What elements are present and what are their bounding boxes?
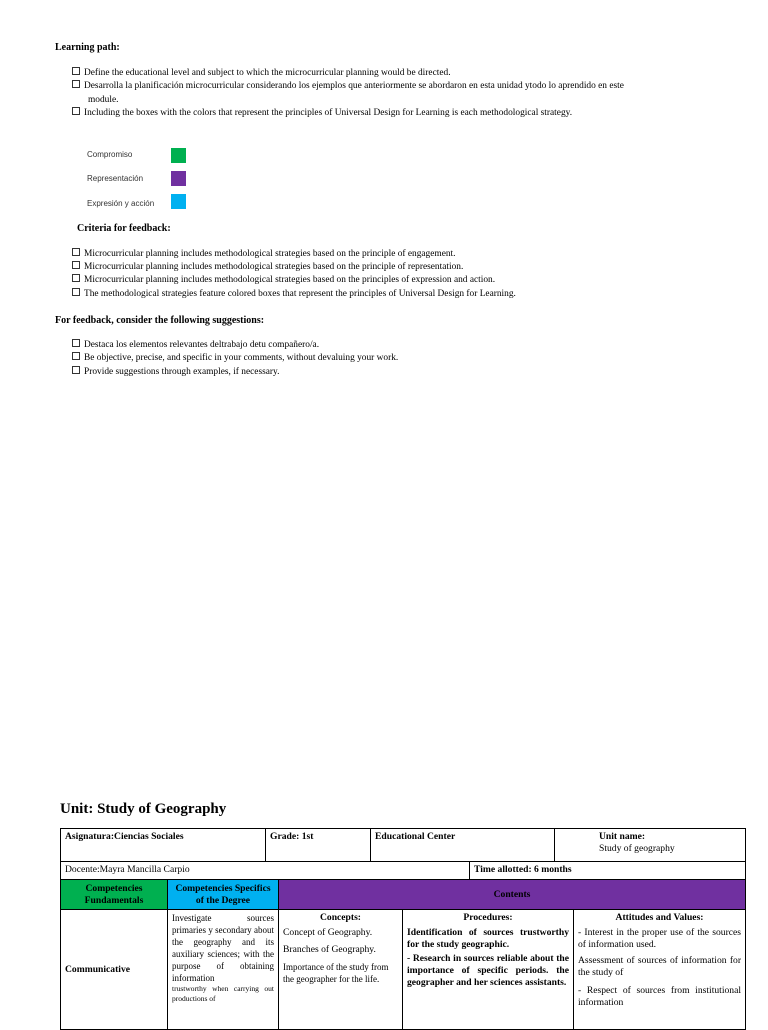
educational-center-cell: Educational Center (371, 829, 555, 862)
checkbox-icon (72, 261, 80, 269)
communicative-cell: Communicative (61, 910, 168, 1030)
concept-item: Importance of the study from the geographer for the life. (283, 962, 389, 984)
suggestion-item: Be objective, precise, and specific in your comments, without devaluing your work. (72, 352, 398, 365)
legend-label-expresion: Expresión y acción (87, 199, 155, 208)
subject-cell: Asignatura:Ciencias Sociales (61, 829, 266, 862)
specific-competency-cell (168, 910, 279, 1030)
legend-swatch-expresion (171, 194, 186, 209)
unit-teacher-table (60, 861, 746, 880)
procedure-item: Identification of sources trustworthy for the study geographic. (407, 927, 569, 950)
criteria-item: Microcurricular planning includes methodological strategies based on the principles of expression and action. (72, 274, 495, 287)
suggestion-item: Destaca los elementos relevantes deltrabajo detu compañero/a. (72, 339, 319, 352)
teacher-cell: Docente:Mayra Mancilla Carpio (61, 862, 470, 880)
attitude-item: Assessment of sources of information for the study of (578, 955, 742, 978)
competencies-specific-header: Competencies Specifics of the Degree (168, 880, 279, 910)
criteria-item: The methodological strategies feature colored boxes that represent the principles of Universal Design for Learning. (72, 288, 516, 301)
procedures-heading: Procedures: (463, 912, 513, 923)
procedures-cell (403, 910, 574, 1030)
unit-contents-table (60, 879, 746, 1030)
attitudes-cell (574, 910, 746, 1030)
suggestions-heading: For feedback, consider the following suggestions: (55, 315, 265, 326)
concepts-heading: Concepts: (319, 912, 362, 923)
attitude-item: - Respect of sources from institutional information (578, 985, 742, 1008)
suggestion-item: Provide suggestions through examples, if necessary. (72, 366, 279, 379)
concepts-cell (279, 910, 403, 1030)
unit-header-table (60, 828, 746, 862)
competencies-fundamental-header: Competencies Fundamentals (61, 880, 168, 910)
grade-cell: Grade: 1st (266, 829, 371, 862)
learning-path-item: Define the educational level and subject to which the microcurricular planning would be directed. (72, 67, 451, 80)
checkbox-icon (72, 288, 80, 296)
criteria-heading: Criteria for feedback: (77, 223, 171, 234)
criteria-item: Microcurricular planning includes methodological strategies based on the principle of engagement. (72, 248, 456, 261)
concept-item: Branches of Geography. (283, 944, 376, 955)
checkbox-icon (72, 107, 80, 115)
learning-path-item: Desarrolla la planificación microcurricular considerando los ejemplos que anteriormente se abordaron en esta unidad ytodo lo aprendido en este (72, 80, 624, 93)
specific-competency-text-small: trustworthy when carrying out productions of (172, 984, 274, 1003)
legend-label-compromiso: Compromiso (87, 150, 133, 159)
checkbox-icon (72, 80, 80, 88)
checkbox-icon (72, 352, 80, 360)
learning-path-item-continuation: module. (88, 95, 119, 105)
checkbox-icon (72, 248, 80, 256)
unit-name-value: Study of geography (599, 843, 675, 854)
attitudes-heading: Attitudes and Values: (615, 912, 704, 923)
checkbox-icon (72, 67, 80, 75)
checkbox-icon (72, 339, 80, 347)
specific-competency-text: Investigate sources primaries y secondary about the geography and its auxiliary sciences; with the purpose of obtaining information (172, 913, 274, 983)
checkbox-icon (72, 366, 80, 374)
unit-name-cell (555, 829, 746, 862)
unit-title: Unit: Study of Geography (60, 801, 227, 817)
learning-path-item: Including the boxes with the colors that represent the principles of Universal Design for Learning is each methodological strategy. (72, 107, 572, 120)
criteria-item: Microcurricular planning includes methodological strategies based on the principle of representation. (72, 261, 463, 274)
procedure-item: - Research in sources reliable about the importance of specific periods. the geographer and her sciences assistants. (407, 953, 569, 988)
legend-label-representacion: Representación (87, 174, 144, 183)
contents-header: Contents (279, 880, 746, 910)
learning-path-heading: Learning path: (55, 42, 120, 53)
unit-name-label: Unit name: (599, 831, 646, 842)
legend-swatch-compromiso (171, 148, 186, 163)
time-allotted-cell: Time allotted: 6 months (470, 862, 746, 880)
checkbox-icon (72, 274, 80, 282)
concept-item: Concept of Geography. (283, 927, 373, 938)
legend-swatch-representacion (171, 171, 186, 186)
attitude-item: - Interest in the proper use of the sources of information used. (578, 927, 742, 950)
